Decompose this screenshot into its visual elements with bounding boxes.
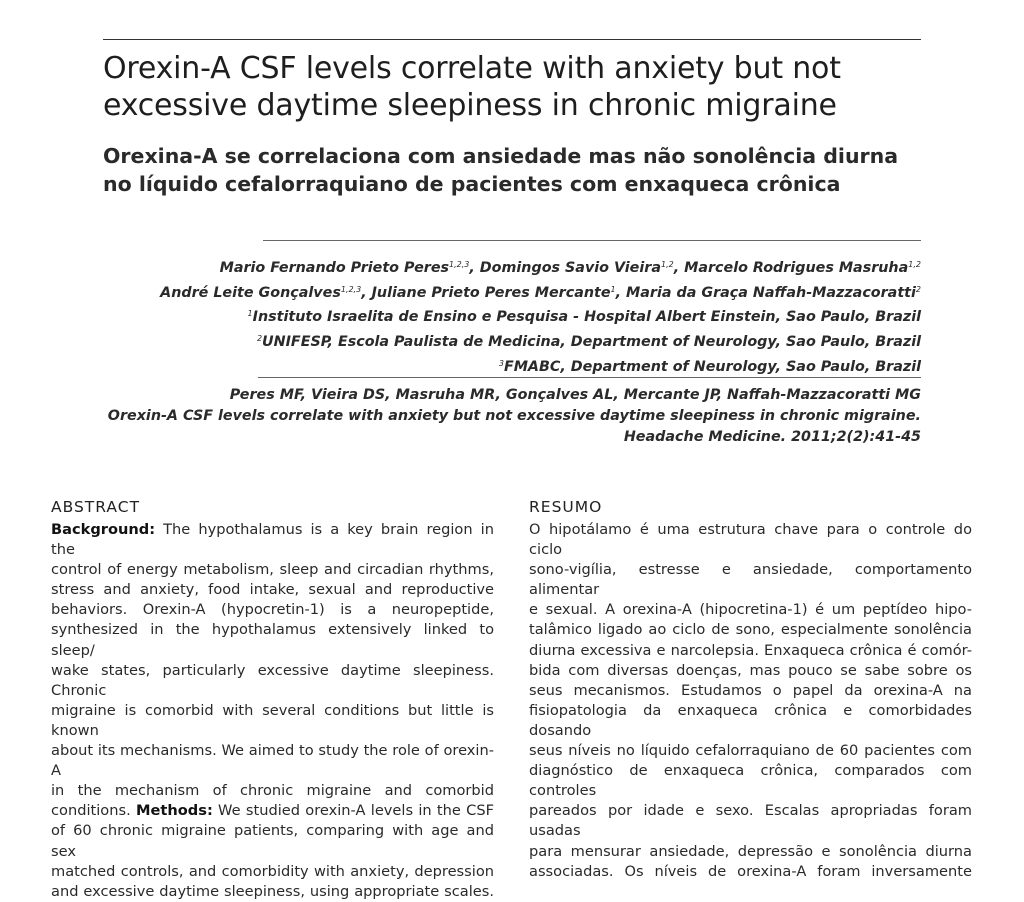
affiliation-1 [248,303,921,328]
author-affiliation-sup: 1,2 [660,260,674,269]
abstract-line: stress and anxiety, food intake, sexual and reproductive [51,581,494,599]
resumo-body [529,520,972,882]
resumo-line: talâmico ligado ao ciclo de sono, especialmente sonolência [529,621,972,639]
author-affiliation-sup: 1,2,3 [340,285,362,294]
author-affiliation-sup: 1,2 [908,260,921,269]
abstract-line: control of energy metabolism, sleep and circadian rhythms, [51,561,494,579]
citation-block [108,385,921,448]
resumo-line: seus mecanismos. Estudamos o papel da orexina-A na [529,681,972,699]
abstract-body [51,520,494,902]
resumo-line: pareados por idade e sexo. Escalas apropriadas foram usadas [529,802,972,840]
abstract-line: matched controls, and comorbidity with anxiety, depression [51,862,494,880]
resumo-line: associadas. Os níveis de orexina-A foram inversamente [529,862,972,880]
author-name: , Maria da Graça Naffah-Mazzacoratti [615,285,916,301]
affiliation-text: UNIFESP, Escola Paulista de Medicina, Department of Neurology, Sao Paulo, Brazil [262,334,921,350]
abstract-line: and excessive daytime sleepiness, using appropriate scales. [51,882,494,900]
abstract-line: behaviors. Orexin-A (hypocretin-1) is a neuropeptide, [51,601,494,619]
author-affiliation-sup: 1,2,3 [449,260,470,269]
authors-rule [263,240,921,241]
author-line-1 [160,254,921,279]
affiliation-sup: 3 [498,359,504,368]
top-rule [103,39,921,40]
abstract-text: The hypothalamus is a key brain region in the [51,521,494,559]
resumo-line: e sexual. A orexina-A (hipocretina-1) é um peptídeo hipo- [529,601,972,619]
resumo-line: fisiopatologia da enxaqueca crônica e comorbidades dosando [529,701,972,739]
citation-title: Orexin-A CSF levels correlate with anxiety but not excessive daytime sleepiness in chronic migraine. [107,408,921,424]
citation-rule [258,377,921,378]
abstract-line [51,520,494,560]
author-affiliation-sup: 2 [915,285,921,294]
author-name: , Juliane Prieto Peres Mercante [361,285,611,301]
resumo-line: seus níveis no líquido cefalorraquiano de 60 pacientes com [529,742,972,760]
abstract-line: about its mechanisms. We aimed to study the role of orexin-A [51,742,494,780]
resumo-section [529,497,972,882]
abstract-line: migraine is comorbid with several conditions but little is known [51,701,494,739]
affiliation-2 [248,328,921,353]
abstract-heading: ABSTRACT [51,498,141,516]
title-pt-line-2: no líquido cefalorraquiano de pacientes com enxaqueca crônica [103,172,841,196]
resumo-heading: RESUMO [529,498,603,516]
abstract-text: We studied orexin-A levels in the CSF [212,802,494,820]
author-line-2 [160,279,921,304]
affiliation-3 [248,353,921,378]
affiliation-list [248,303,921,378]
abstract-line [51,801,494,821]
author-name: , Marcelo Rodrigues Masruha [673,260,909,276]
resumo-line: diagnóstico de enxaqueca crônica, comparados com controles [529,762,972,800]
background-label: Background: [51,521,156,538]
author-name: Mario Fernando Prieto Peres [219,260,450,276]
author-affiliation-sup: 1 [610,285,616,294]
abstract-line: synthesized in the hypothalamus extensively linked to sleep/ [51,621,494,659]
resumo-line: sono-vigília, estresse e ansiedade, comportamento alimentar [529,561,972,599]
resumo-line: bida com diversas doenças, mas pouco se sabe sobre os [529,661,972,679]
author-name: , Domingos Savio Vieira [469,260,661,276]
citation-journal: Headache Medicine. 2011;2(2):41-45 [623,429,921,445]
abstract-line: of 60 chronic migraine patients, comparing with age and sex [51,822,494,860]
resumo-line: para mensurar ansiedade, depressão e sonolência diurna [529,842,972,860]
abstract-line: wake states, particularly excessive daytime sleepiness. Chronic [51,661,494,699]
methods-label: Methods: [136,802,213,820]
affiliation-sup: 1 [247,309,253,318]
abstract-section [51,497,494,902]
affiliation-text: Instituto Israelita de Ensino e Pesquisa - Hospital Albert Einstein, Sao Paulo, Brazil [252,309,921,325]
affiliation-text: FMABC, Department of Neurology, Sao Paulo, Brazil [503,359,921,375]
author-list [160,254,921,304]
article-title-portuguese [103,142,943,198]
title-en-line-2: excessive daytime sleepiness in chronic migraine [103,88,837,123]
resumo-line: O hipotálamo é uma estrutura chave para o controle do ciclo [529,521,972,559]
author-name: André Leite Gonçalves [160,285,341,301]
affiliation-sup: 2 [256,334,263,343]
abstract-text: conditions. [51,802,136,820]
title-en-line-1: Orexin-A CSF levels correlate with anxiety but not [103,51,841,86]
resumo-line: diurna excessiva e narcolepsia. Enxaqueca crônica é comór- [529,641,972,659]
article-title-english [103,50,943,124]
abstract-line: in the mechanism of chronic migraine and comorbid [51,782,494,800]
citation-authors: Peres MF, Vieira DS, Masruha MR, Gonçalves AL, Mercante JP, Naffah-Mazzacoratti MG [229,387,921,403]
title-pt-line-1: Orexina-A se correlaciona com ansiedade mas não sonolência diurna [103,144,899,168]
